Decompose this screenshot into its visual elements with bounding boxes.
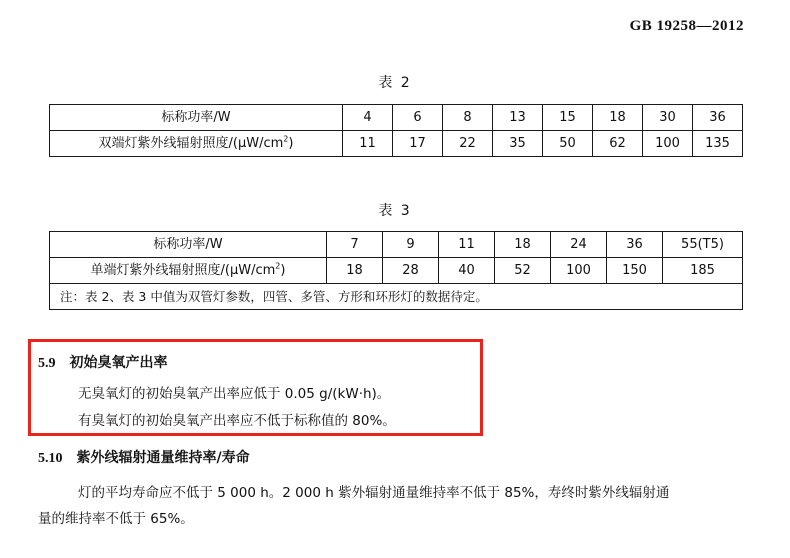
clause-number: 5.9	[38, 356, 56, 371]
row-label-tail: )	[280, 263, 286, 278]
clause-5-9-paragraph-2: 有臭氧灯的初始臭氧产出率应不低于标称值的 80%。	[78, 413, 396, 429]
table-3-caption: 表 3	[378, 203, 412, 219]
clause-5-9-heading	[38, 352, 168, 372]
cell: 36	[607, 232, 663, 258]
cell: 50	[543, 131, 593, 157]
cell: 24	[551, 232, 607, 258]
table-note-row	[50, 284, 743, 310]
cell: 22	[443, 131, 493, 157]
row-label-tail: )	[288, 136, 294, 151]
table-row	[50, 131, 743, 157]
table-row	[50, 232, 743, 258]
cell: 185	[663, 258, 743, 284]
row-label: 标称功率/W	[50, 105, 343, 131]
cell: 15	[543, 105, 593, 131]
table-row	[50, 105, 743, 131]
cell: 52	[495, 258, 551, 284]
clause-number: 5.10	[38, 451, 63, 466]
cell: 11	[439, 232, 495, 258]
cell: 18	[495, 232, 551, 258]
row-label: 标称功率/W	[50, 232, 327, 258]
clause-5-10-line-2: 量的维持率不低于 65%。	[38, 511, 194, 527]
cell: 35	[493, 131, 543, 157]
cell: 6	[393, 105, 443, 131]
cell: 17	[393, 131, 443, 157]
cell: 62	[593, 131, 643, 157]
clause-5-10-paragraph	[38, 480, 758, 532]
cell: 4	[343, 105, 393, 131]
clause-title: 初始臭氧产出率	[69, 355, 168, 371]
standard-code-header: GB 19258—2012	[629, 18, 744, 34]
cell: 7	[327, 232, 383, 258]
row-label-main: 双端灯紫外线辐射照度/(μW/cm	[98, 136, 284, 151]
cell: 135	[693, 131, 743, 157]
clause-5-10-line-1: 灯的平均寿命应不低于 5 000 h。2 000 h 紫外辐射通量维持率不低于 85%，寿终时紫外线辐射通	[78, 485, 670, 501]
table-2-caption: 表 2	[378, 75, 412, 91]
table-2	[49, 104, 743, 157]
clause-5-9-paragraph-1: 无臭氧灯的初始臭氧产出率应低于 0.05 g/(kW·h)。	[78, 386, 391, 402]
clause-title: 紫外线辐射通量维持率/寿命	[76, 450, 250, 466]
cell: 18	[327, 258, 383, 284]
clause-5-10-heading	[38, 447, 250, 467]
row-label-main: 单端灯紫外线辐射照度/(μW/cm	[90, 263, 276, 278]
row-label-superscript: 2	[283, 134, 289, 144]
cell: 36	[693, 105, 743, 131]
cell: 9	[383, 232, 439, 258]
row-label	[50, 131, 343, 157]
cell: 28	[383, 258, 439, 284]
cell: 55(T5)	[663, 232, 743, 258]
cell: 30	[643, 105, 693, 131]
cell: 13	[493, 105, 543, 131]
table-3	[49, 231, 743, 310]
table-note: 注：表 2、表 3 中值为双管灯参数，四管、多管、方形和环形灯的数据待定。	[50, 284, 743, 310]
cell: 100	[643, 131, 693, 157]
cell: 100	[551, 258, 607, 284]
cell: 150	[607, 258, 663, 284]
row-label-superscript: 2	[275, 261, 281, 271]
table-row	[50, 258, 743, 284]
cell: 8	[443, 105, 493, 131]
cell: 11	[343, 131, 393, 157]
row-label	[50, 258, 327, 284]
cell: 40	[439, 258, 495, 284]
cell: 18	[593, 105, 643, 131]
